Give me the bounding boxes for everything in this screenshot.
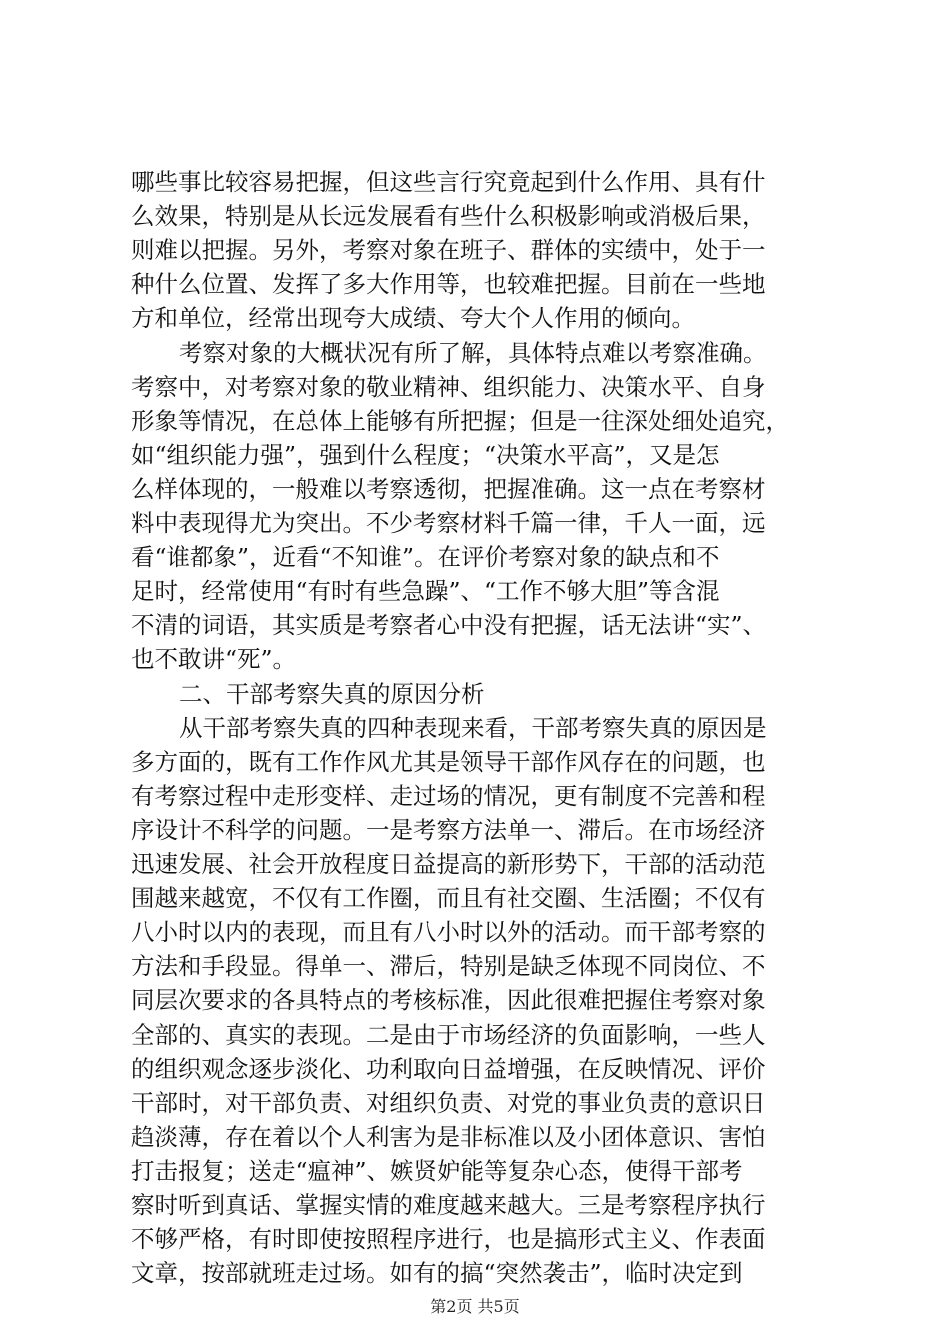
- text-line: 看“谁都象”，近看“不知谁”。在评价考察对象的缺点和不: [131, 543, 720, 572]
- text-line: 二、干部考察失真的原因分析: [179, 679, 485, 708]
- text-line: 么效果，特别是从长远发展看有些什么积极影响或消极后果，: [131, 202, 766, 231]
- text-line: 迅速发展、社会开放程度日益提高的新形势下，干部的活动范: [131, 850, 766, 878]
- text-line: 同层次要求的各具特点的考核标准，因此很难把握住考察对象: [131, 986, 766, 1015]
- text-line: 考察对象的大概状况有所了解，具体特点难以考察准确。: [179, 338, 767, 367]
- page-footer: 第2页 共5页: [430, 1297, 520, 1316]
- text-line: 哪些事比较容易把握，但这些言行究竟起到什么作用、具有什: [131, 168, 766, 196]
- text-line: 全部的、真实的表现。二是由于市场经济的负面影响，一些人: [131, 1020, 766, 1049]
- text-line: 多方面的，既有工作作风尤其是领导干部作风存在的问题，也: [131, 747, 766, 776]
- text-line: 方法和手段显。得单一、滞后，特别是缺乏体现不同岗位、不: [131, 952, 766, 981]
- text-line: 文章，按部就班走过场。如有的搞“突然袭击”，临时决定到: [131, 1259, 743, 1288]
- text-line: 则难以把握。另外，考察对象在班子、群体的实绩中，处于一: [131, 236, 766, 265]
- text-line: 也不敢讲“死”。: [131, 645, 297, 674]
- text-line: 考察中，对考察对象的敬业精神、组织能力、决策水平、自身: [131, 372, 766, 401]
- text-line: 种什么位置、发挥了多大作用等，也较难把握。目前在一些地: [131, 270, 766, 299]
- text-line: 不清的词语，其实质是考察者心中没有把握，话无法讲“实”、: [131, 611, 767, 640]
- text-line: 有考察过程中走形变样、走过场的情况，更有制度不完善和程: [131, 781, 766, 810]
- text-line: 从干部考察失真的四种表现来看，干部考察失真的原因是: [179, 713, 767, 742]
- text-line: 足时，经常使用“有时有些急躁”、“工作不够大胆”等含混: [131, 577, 720, 606]
- text-line: 不够严格，有时即使按照程序进行，也是搞形式主义、作表面: [131, 1225, 766, 1254]
- text-line: 围越来越宽，不仅有工作圈，而且有社交圈、生活圈；不仅有: [131, 884, 766, 913]
- text-line: 如“组织能力强”，强到什么程度；“决策水平高”，又是怎: [131, 440, 720, 469]
- text-line: 趋淡薄，存在着以个人利害为是非标准以及小团体意识、害怕: [131, 1122, 766, 1151]
- text-line: 察时听到真话、掌握实情的难度越来越大。三是考察程序执行: [131, 1191, 766, 1219]
- text-line: 打击报复；送走“瘟神”、嫉贤妒能等复杂心态，使得干部考: [131, 1156, 743, 1185]
- text-line: 序设计不科学的问题。一是考察方法单一、滞后。在市场经济: [131, 815, 766, 844]
- text-line: 方和单位，经常出现夸大成绩、夸大个人作用的倾向。: [131, 304, 695, 333]
- text-line: 的组织观念逐步淡化、功利取向日益增强，在反映情况、评价: [131, 1054, 766, 1083]
- text-line: 形象等情况，在总体上能够有所把握；但是一往深处细处追究，: [131, 406, 789, 435]
- text-line: 干部时，对干部负责、对组织负责、对党的事业负责的意识日: [131, 1088, 766, 1117]
- text-line: 么样体现的，一般难以考察透彻，把握准确。这一点在考察材: [131, 474, 766, 503]
- text-line: 料中表现得尤为突出。不少考察材料千篇一律，千人一面，远: [131, 509, 766, 537]
- text-line: 八小时以内的表现，而且有八小时以外的活动。而干部考察的: [131, 918, 766, 947]
